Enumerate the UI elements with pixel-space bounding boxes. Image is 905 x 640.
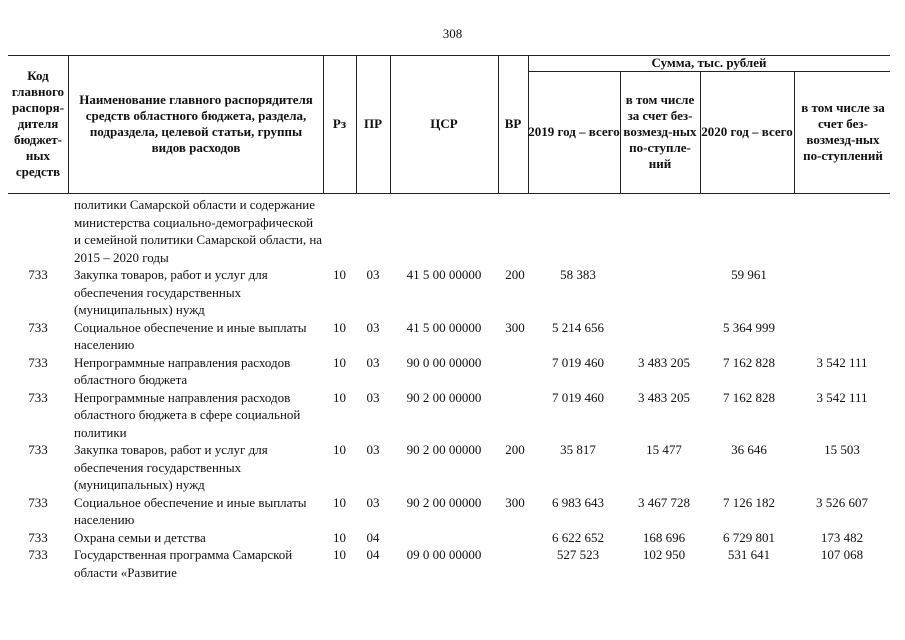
row-rz: 10 xyxy=(333,494,346,510)
row-pr: 03 xyxy=(366,389,380,405)
row-csr: 90 2 00 00000 xyxy=(406,442,482,457)
row-2019-total: 527 523 xyxy=(556,547,600,562)
header-csr: ЦСР xyxy=(430,116,458,131)
row-rz: 10 xyxy=(333,354,346,370)
row-2020-total: 36 646 xyxy=(731,442,767,457)
row-kod: 733 xyxy=(28,494,48,510)
table-row xyxy=(8,529,890,547)
row-2020-total: 7 162 828 xyxy=(723,389,775,405)
table-header xyxy=(8,55,890,195)
header-kod: Код главного распоря-дителя бюджет-ных средств xyxy=(11,68,65,179)
row-2019-total: 35 817 xyxy=(560,442,596,457)
row-vr: 300 xyxy=(505,494,525,510)
row-pr: 04 xyxy=(366,547,380,562)
row-2020-bv: 3 526 607 xyxy=(816,494,868,510)
table-row xyxy=(8,354,890,389)
row-2020-bv: 3 542 111 xyxy=(816,389,868,405)
row-2019-total: 6 983 643 xyxy=(552,494,604,510)
table-body xyxy=(8,196,890,581)
table-row xyxy=(8,546,890,581)
row-2020-total: 531 641 xyxy=(727,547,771,562)
row-2019-bv: 168 696 xyxy=(642,529,686,545)
row-csr: 90 0 00 00000 xyxy=(406,354,482,370)
header-bottom-border xyxy=(8,193,890,194)
row-vr: 200 xyxy=(505,442,525,457)
table-row xyxy=(8,441,890,494)
header-pr: ПР xyxy=(363,116,383,131)
row-2019-bv: 3 483 205 xyxy=(638,389,690,405)
row-2020-bv: 107 068 xyxy=(820,547,864,562)
row-kod: 733 xyxy=(28,267,48,282)
row-2020-total: 5 364 999 xyxy=(723,319,775,335)
col-divider xyxy=(794,71,795,193)
header-2019: 2019 год – всего xyxy=(528,124,620,139)
table-row xyxy=(8,389,890,442)
row-csr: 90 2 00 00000 xyxy=(406,389,482,405)
row-name: Государственная программа Самарской области «Развитие xyxy=(74,547,293,580)
row-2020-bv: 3 542 111 xyxy=(816,354,868,370)
row-name: Непрограммные направления расходов областного бюджета в сфере социальной политики xyxy=(74,389,301,440)
row-csr: 09 0 00 00000 xyxy=(406,547,482,562)
header-name: Наименование главного распорядителя средств областного бюджета, раздела, подраздела, целевой статьи, группы видов расходов xyxy=(79,92,313,155)
row-2020-total: 7 162 828 xyxy=(723,354,775,370)
header-2019-bv: в том числе за счет без-возмезд-ных по-ступле-ний xyxy=(623,92,697,171)
row-csr: 90 2 00 00000 xyxy=(406,494,482,510)
row-2020-total: 59 961 xyxy=(731,267,767,282)
row-kod: 733 xyxy=(28,319,48,335)
row-2019-total: 7 019 460 xyxy=(552,354,604,370)
row-rz: 10 xyxy=(333,389,346,405)
row-name: Непрограммные направления расходов областного бюджета xyxy=(74,354,291,387)
table-row xyxy=(8,319,890,354)
header-2020-bv: в том числе за счет без-возмезд-ных по-ступлений xyxy=(801,100,885,163)
row-2019-bv: 3 483 205 xyxy=(638,354,690,370)
row-rz: 10 xyxy=(333,547,346,562)
row-2020-bv: 15 503 xyxy=(824,442,860,457)
header-2020: 2020 год – всего xyxy=(701,124,793,139)
row-pr: 03 xyxy=(366,494,380,510)
table-row xyxy=(8,196,890,266)
row-pr: 03 xyxy=(366,442,380,457)
header-vr: ВР xyxy=(504,116,522,131)
row-2020-total: 7 126 182 xyxy=(723,494,775,510)
row-name: Закупка товаров, работ и услуг для обеспечения государственных (муниципальных) нужд xyxy=(74,442,268,492)
row-2019-total: 5 214 656 xyxy=(552,319,604,335)
row-pr: 03 xyxy=(366,319,380,335)
table-row xyxy=(8,266,890,319)
row-2019-bv: 3 467 728 xyxy=(638,494,690,510)
row-2019-bv: 15 477 xyxy=(646,442,682,457)
row-2019-total: 6 622 652 xyxy=(552,529,604,545)
row-2019-bv: 102 950 xyxy=(642,547,686,562)
row-name: Социальное обеспечение и иные выплаты населению xyxy=(74,319,307,352)
row-2020-bv: 173 482 xyxy=(820,529,864,545)
row-pr: 03 xyxy=(366,267,380,282)
row-pr: 03 xyxy=(366,354,380,370)
row-kod: 733 xyxy=(28,529,48,545)
row-2019-total: 7 019 460 xyxy=(552,389,604,405)
row-name: политики Самарской области и содержание министерства социально-демографической и семейной политики Самарской области, на 2015 – 2020 годы xyxy=(74,197,323,265)
row-kod: 733 xyxy=(28,442,48,457)
row-rz: 10 xyxy=(333,442,346,457)
row-name: Охрана семьи и детства xyxy=(74,529,206,545)
row-rz: 10 xyxy=(333,319,346,335)
row-csr: 41 5 00 00000 xyxy=(406,267,482,282)
header-summa: Сумма, тыс. рублей xyxy=(651,55,767,70)
row-kod: 733 xyxy=(28,389,48,405)
row-name: Закупка товаров, работ и услуг для обеспечения государственных (муниципальных) нужд xyxy=(74,267,268,317)
row-2019-total: 58 383 xyxy=(560,267,596,282)
row-rz: 10 xyxy=(333,267,346,282)
row-rz: 10 xyxy=(333,529,346,545)
row-vr: 200 xyxy=(505,267,525,282)
row-pr: 04 xyxy=(366,529,380,545)
row-csr: 41 5 00 00000 xyxy=(406,319,482,335)
row-name: Социальное обеспечение и иные выплаты населению xyxy=(74,494,307,527)
header-rz: Рз xyxy=(332,116,347,131)
row-kod: 733 xyxy=(28,547,48,562)
row-kod: 733 xyxy=(28,354,48,370)
row-2020-total: 6 729 801 xyxy=(723,529,775,545)
row-vr: 300 xyxy=(505,319,525,335)
page-number: 308 xyxy=(442,26,463,41)
col-divider xyxy=(68,55,69,193)
col-divider xyxy=(620,71,621,193)
table-row xyxy=(8,494,890,529)
